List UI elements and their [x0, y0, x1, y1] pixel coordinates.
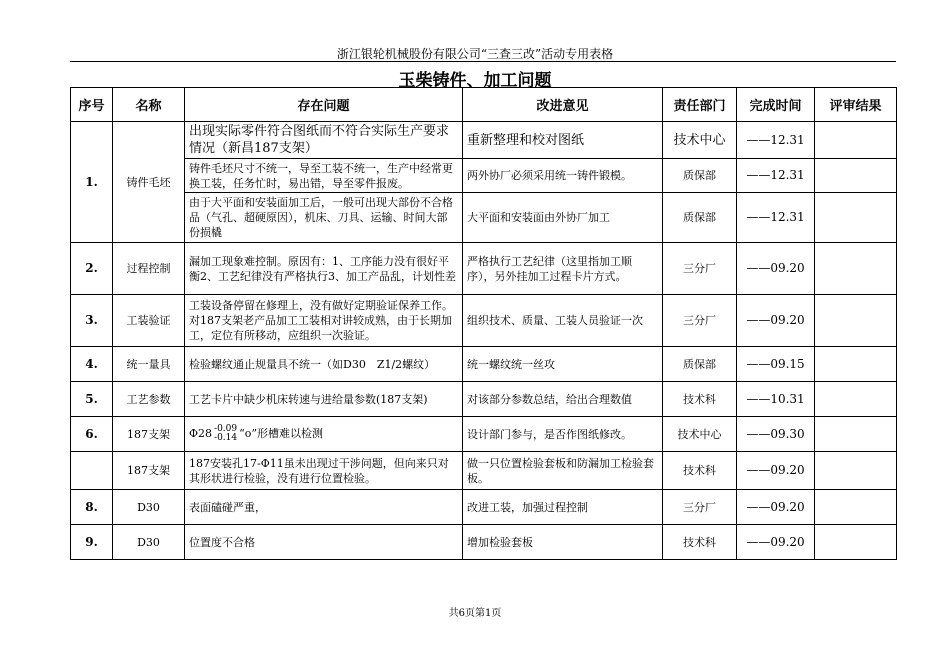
issue-prefix: Φ — [189, 427, 199, 440]
row-no: 8. — [71, 490, 113, 525]
row-no: 1. — [71, 122, 113, 243]
row-date: ——09.20 — [737, 243, 815, 295]
row-issue: 位置度不合格 — [185, 525, 463, 560]
row-review — [815, 193, 897, 243]
row-date: ——09.15 — [737, 347, 815, 382]
row-date: ——09.20 — [737, 452, 815, 490]
row-dept: 技术中心 — [663, 417, 737, 452]
row-suggestion: 做一只位置检验套板和防漏加工检验套板。 — [463, 452, 663, 490]
row-name: D30 — [113, 525, 185, 560]
table-row — [71, 193, 897, 243]
table-header-row — [71, 88, 897, 122]
header-divider — [70, 61, 896, 62]
col-header-dept: 责任部门 — [663, 88, 737, 122]
table-row — [71, 122, 897, 159]
issue-dimension: 28 — [198, 427, 213, 440]
row-name: 187支架 — [113, 417, 185, 452]
row-suggestion: 设计部门参与，是否作图纸修改。 — [463, 417, 663, 452]
row-suggestion: 组织技术、质量、工装人员验证一次 — [463, 295, 663, 347]
row-issue: 表面磕碰严重， — [185, 490, 463, 525]
row-date: ——09.30 — [737, 417, 815, 452]
table-row — [71, 525, 897, 560]
row-dept: 质保部 — [663, 347, 737, 382]
row-suggestion: 大平面和安装面由外协厂加工 — [463, 193, 663, 243]
row-no: 4. — [71, 347, 113, 382]
table-row — [71, 159, 897, 193]
row-dept: 质保部 — [663, 159, 737, 193]
row-review — [815, 382, 897, 417]
col-header-date: 完成时间 — [737, 88, 815, 122]
row-issue: 187安装孔17-Φ11虽未出现过干涉问题，但向来只对其形状进行检验，没有进行位置检验。 — [185, 452, 463, 490]
table-row — [71, 452, 897, 490]
issue-suffix: “o”形槽难以检测 — [239, 427, 323, 440]
table-row — [71, 490, 897, 525]
row-issue: 漏加工现象难控制。原因有：1、工序能力没有很好平衡2、工艺纪律没有严格执行3、加工产品乱，计划性差 — [185, 243, 463, 295]
row-dept: 技术科 — [663, 525, 737, 560]
row-issue: 出现实际零件符合图纸而不符合实际生产要求情况（新昌187支架） — [185, 122, 463, 159]
row-no: 6. — [71, 417, 113, 452]
table-row — [71, 417, 897, 452]
row-date: ——09.20 — [737, 490, 815, 525]
row-suggestion: 严格执行工艺纪律（这里指加工顺序），另外挂加工过程卡片方式。 — [463, 243, 663, 295]
row-review — [815, 490, 897, 525]
row-date: ——12.31 — [737, 193, 815, 243]
document-title: 玉柴铸件、加工问题 — [398, 71, 552, 91]
row-name: D30 — [113, 490, 185, 525]
row-no: 3. — [71, 295, 113, 347]
company-header: 浙江银轮机械股份有限公司“三查三改”活动专用表格 — [336, 47, 614, 61]
page-footer: 共6页第1页 — [448, 608, 502, 619]
row-issue — [185, 417, 463, 452]
row-issue: 检验螺纹通止规量具不统一（如D30 Z1/2螺纹） — [185, 347, 463, 382]
row-name: 过程控制 — [113, 243, 185, 295]
row-date: ——09.20 — [737, 295, 815, 347]
table-row — [71, 243, 897, 295]
row-suggestion: 统一螺纹统一丝攻 — [463, 347, 663, 382]
table-row — [71, 295, 897, 347]
row-review — [815, 417, 897, 452]
row-dept: 技术科 — [663, 452, 737, 490]
row-dept: 三分厂 — [663, 490, 737, 525]
tolerance-upper: -0.09 — [214, 424, 238, 434]
row-issue: 工装设备停留在修理上，没有做好定期验证保养工作。对187支架老产品加工工装相对讲较成熟，由于长期加工，定位有所移动，应组织一次验证。 — [185, 295, 463, 347]
row-review — [815, 452, 897, 490]
row-date: ——12.31 — [737, 159, 815, 193]
row-suggestion: 增加检验套板 — [463, 525, 663, 560]
row-dept: 质保部 — [663, 193, 737, 243]
col-header-no: 序号 — [71, 88, 113, 122]
row-dept: 三分厂 — [663, 243, 737, 295]
row-suggestion: 对该部分参数总结，给出合理数值 — [463, 382, 663, 417]
table-row — [71, 382, 897, 417]
row-dept: 三分厂 — [663, 295, 737, 347]
row-issue: 由于大平面和安装面加工后，一般可出现大部份不合格品（气孔、超硬原因），机床、刀具、运输、时间大部份损橇 — [185, 193, 463, 243]
row-review — [815, 295, 897, 347]
row-review — [815, 243, 897, 295]
row-suggestion: 重新整理和校对图纸 — [463, 122, 663, 159]
row-review — [815, 525, 897, 560]
issues-table — [70, 87, 897, 560]
row-name: 统一量具 — [113, 347, 185, 382]
row-suggestion: 两外协厂必须采用统一铸件锻模。 — [463, 159, 663, 193]
col-header-issue: 存在问题 — [185, 88, 463, 122]
row-suggestion: 改进工装，加强过程控制 — [463, 490, 663, 525]
row-no: 5. — [71, 382, 113, 417]
row-review — [815, 122, 897, 159]
row-no: 9. — [71, 525, 113, 560]
row-dept: 技术科 — [663, 382, 737, 417]
col-header-review: 评审结果 — [815, 88, 897, 122]
col-header-name: 名称 — [113, 88, 185, 122]
tolerance — [214, 425, 237, 443]
row-name: 工艺参数 — [113, 382, 185, 417]
row-review — [815, 347, 897, 382]
row-issue: 铸件毛坯尺寸不统一，导至工装不统一，生产中经常更换工装，任务忙时，易出错，导至零件报废。 — [185, 159, 463, 193]
row-name: 工装验证 — [113, 295, 185, 347]
col-header-suggestion: 改进意见 — [463, 88, 663, 122]
tolerance-lower: -0.14 — [214, 433, 238, 443]
row-name: 187支架 — [113, 452, 185, 490]
row-no: 2. — [71, 243, 113, 295]
row-date: ——12.31 — [737, 122, 815, 159]
row-date: ——10.31 — [737, 382, 815, 417]
table-row — [71, 347, 897, 382]
row-dept: 技术中心 — [663, 122, 737, 159]
row-no — [71, 452, 113, 490]
row-issue: 工艺卡片中缺少机床转速与进给量参数(187支架) — [185, 382, 463, 417]
row-name: 铸件毛坯 — [113, 122, 185, 243]
row-date: ——09.20 — [737, 525, 815, 560]
row-review — [815, 159, 897, 193]
